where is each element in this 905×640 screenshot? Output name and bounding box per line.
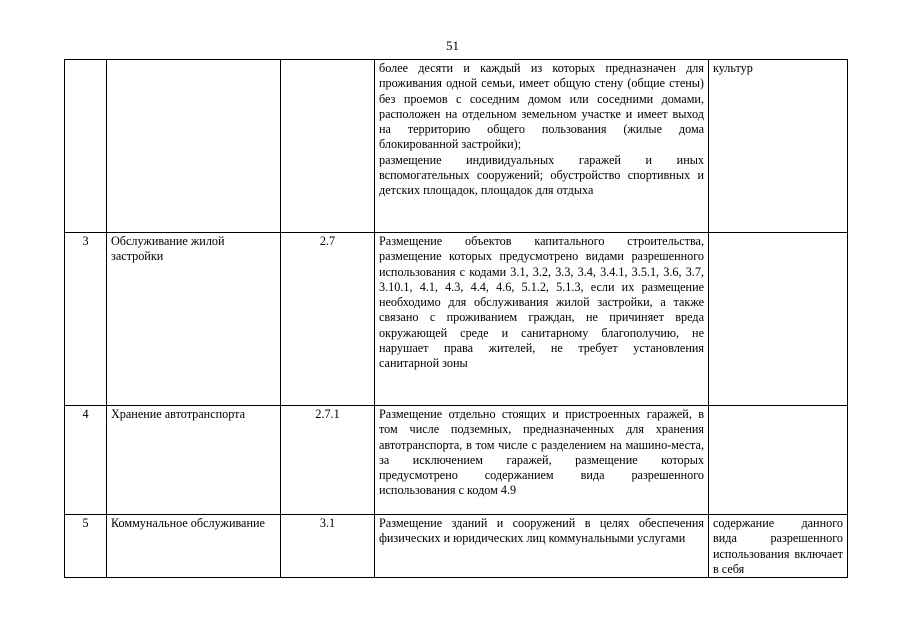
use-code-cell: 3.1 — [281, 515, 375, 578]
table-row — [65, 233, 848, 406]
use-name-cell — [107, 60, 281, 233]
table-row — [65, 515, 848, 578]
table-row — [65, 406, 848, 515]
note-cell: содержание данного вида разрешенного использования включает в себя — [709, 515, 848, 578]
row-number-cell: 3 — [65, 233, 107, 406]
use-description-cell — [375, 233, 709, 406]
note-cell: культур — [709, 60, 848, 233]
description-paragraph: более десяти и каждый из которых предназначен для проживания одной семьи, имеет общую стену (общие стены) без проемов с соседним домом или соседними домами, расположен на отдельном земельном участке и имеет выход на территорию общего пользования (жилые дома блокированной застройки); — [379, 61, 704, 152]
row-number-cell: 5 — [65, 515, 107, 578]
use-name-cell: Коммунальное обслуживание — [107, 515, 281, 578]
use-code-cell: 2.7 — [281, 233, 375, 406]
page-number: 51 — [446, 38, 459, 53]
table-body — [65, 60, 848, 578]
use-description-cell — [375, 60, 709, 233]
description-paragraph: Размещение отдельно стоящих и пристроенных гаражей, в том числе подземных, предназначенных для хранения автотранспорта, в том числе с разделением на машино-места, за исключением гаражей, размещение которых предусмотрено содержанием вида разрешенного использования с кодом 4.9 — [379, 407, 704, 498]
use-name-cell: Обслуживание жилой застройки — [107, 233, 281, 406]
use-description-cell — [375, 406, 709, 515]
row-number-cell: 4 — [65, 406, 107, 515]
row-number-cell — [65, 60, 107, 233]
use-code-cell — [281, 60, 375, 233]
description-paragraph: Размещение объектов капитального строительства, размещение которых предусмотрено видами разрешенного использования с кодами 3.1, 3.2, 3.3, 3.4, 3.4.1, 3.5.1, 3.6, 3.7, 3.10.1, 4.1, 4.3, 4.4, 4.6, 5.1.2, 5.1.3, если их размещение необходимо для обслуживания жилой застройки, а также связано с проживанием граждан, не причиняет вреда окружающей среде и санитарному благополучию, не нарушает права жителей, не требует установления санитарной зоны — [379, 234, 704, 371]
note-cell — [709, 233, 848, 406]
use-description-cell — [375, 515, 709, 578]
table-row — [65, 60, 848, 233]
use-name-cell: Хранение автотранспорта — [107, 406, 281, 515]
land-use-table — [64, 59, 848, 578]
description-paragraph: размещение индивидуальных гаражей и иных вспомогательных сооружений; обустройство спортивных и детских площадок, площадок для отдыха — [379, 152, 704, 198]
note-cell — [709, 406, 848, 515]
description-paragraph: Размещение зданий и сооружений в целях обеспечения физических и юридических лиц коммунальными услугами — [379, 516, 704, 546]
use-code-cell: 2.7.1 — [281, 406, 375, 515]
